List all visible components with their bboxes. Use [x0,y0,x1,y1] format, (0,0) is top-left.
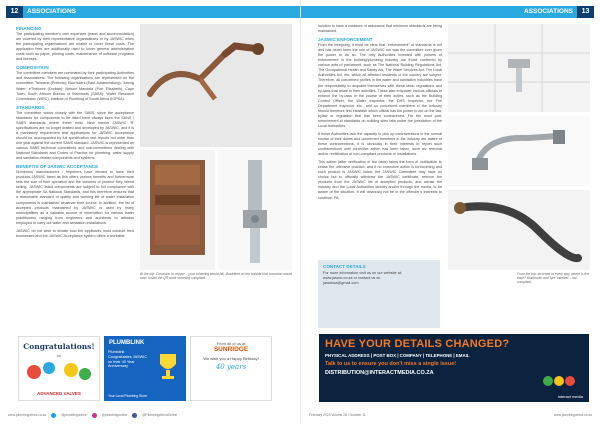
section-heading: FINANCING [16,26,42,31]
ad-advanced-valves[interactable] [18,336,100,401]
contact-box [318,260,440,328]
article-column [318,24,442,256]
banner-line2: Talk to us to ensure you don't miss a single issue! [325,361,457,367]
footer-instagram[interactable]: @plumbingonline [101,413,128,417]
photo-chrome-valve [218,150,292,270]
ad-sunridge[interactable] [190,336,272,401]
banner-brand: interact media [557,394,583,399]
ad-brand: SUNRIDGE [213,346,249,353]
footer-website[interactable]: www.plumbingafrica.co.za [8,413,47,417]
ad-top: From all of us at [216,341,246,346]
page-footer [309,411,592,419]
ad-brand: ADVANCED VALVES [37,391,81,396]
section-heading: STANDARDS [16,104,45,110]
body-paragraph: This action (after verification of the facts) takes the form of notification to cease the offensive practice, and if no corrective action is forthcoming and such product is JASWIC listed, the JASWIC Committee may have no choice but to officially withdraw the JASWIC certificate, remove the products from the JASWIC list of accepted products, and advise the industry and the Local Authorities directly and/or through the media, to be aware of the situation. It will obviously not be in the offender's interests to continue. PA [318,160,442,200]
section-header [6,6,300,18]
contact-line[interactable]: jaswicsa@gmail.com [323,281,359,285]
section-heading: JASWIC ENFORCEMENT [318,37,373,43]
photo-chrome-mixer [448,116,590,186]
ad-sub: on [56,353,62,358]
body-paragraph: If these Authorities lack the capacity to pick up contraventions in the normal course of their duties and concerned members in the industry are aware of these contraventions, it is obviously in their interests to report such contraventions until corrective action has been taken, such as: removal and/or rectification of non-compliant products or installations. [318,131,442,157]
footer-facebook[interactable]: @PlumbingAfricaOnline [142,413,178,417]
footer-website[interactable]: www.plumbingafrica.co.za [553,413,592,417]
right-page [300,0,600,424]
contact-line[interactable]: www.jaswic.co.za or contact us at: [323,276,381,280]
photo-corroded-pipe [140,24,292,147]
contact-heading: CONTACT DETAILS [323,264,366,269]
footer-issue: February 2023 Volume 28 / Number 11 [309,413,366,417]
ad-brand: PLUMBLINK [109,340,145,346]
photo-copper-fitting [140,150,215,270]
ad-years: 40 years [215,363,247,371]
body-paragraph: JASWIC do not wish to dictate how the applicants must conduct their businesses and the JASWIC Acceptance system offers a workable [16,228,134,238]
section-heading: COMPOSITION [16,65,49,71]
page-footer [8,411,292,419]
contact-line: For more information visit us on our website at: [323,271,402,275]
body-paragraph: Numerous manufacturers / importers have elected to have their products JASWIC listed as this offers various benefits and furthermore sets the size of their operation and the volumes of product they intend selling. JASWIC listed components are subject to full compliance with the appropriate SA National Standards, and this therefore ensures that a reasonable standard of quality and working life of water installation components is maintained whatever their source. In addition, the list of accepted products maintained by JASWIC is used by many municipalities as a valuable source of information for various water practitioners ranging from engineers and architects to artisans employed to carry out water and sanitation installations. [16,170,134,225]
twitter-icon[interactable] [51,413,56,418]
body-paragraph: The committee members are nominated by their participating Authorities and Associations. The following organisations are represented on the committee: Tshwane (Pretoria); Ekurhuleni (East Johannesburg); Joburg Water; eThekwini (Durban); Nelson Mandela (Port Elizabeth); Cape Town; South African Bureau of Standards (SABS); Water Research Commission (WRC); Institute of Plumbing of South Africa (IOPSA). [16,71,134,101]
article-column [16,24,134,252]
body-paragraph: The participating member's own expenses (travel and accommodation) are covered by their representative organisations or by JASWIC when the participating organisations are unable to cover these costs. The application fees are additionally used to cover general administration costs such as paper, printing costs, maintenance of software programs and licenses. [16,32,134,62]
photo-bathroom-tap [448,24,590,112]
ad-headline: Congratulations! [23,342,95,351]
section-title: ASSOCIATIONS [27,8,76,15]
section-header [301,6,594,18]
banner-email[interactable]: DISTRIBUTION@INTERACTMEDIA.CO.ZA [325,370,434,376]
ad-plumblink[interactable] [104,336,186,401]
balloon-icon [19,358,100,388]
trophy-icon [155,352,181,382]
body-paragraph: solution to have a measure of assurance that minimum standards are being maintained. [318,24,442,34]
section-heading: BENEFITS OF JASWIC ACCEPTANCE [16,164,99,170]
section-title: ASSOCIATIONS [524,8,573,15]
banner-line1: PHYSICAL ADDRESS | POST BOX | COMPANY | TELEPHONE | EMAIL [325,353,470,358]
body-paragraph: From the foregoing, it must be clear that "enforcement" of standards is not and has never been the role of JASWIC nor was the committee ever given the power to do so. The only Authorities invested with powers of enforcement in the building/plumbing industry are those conferred by various acts of parliament, such as The National Building Regulations Act, The Occupational Health and Safety Act, The Water Services Act, The Local Authorities Act, etc. which all affected residents of the country are subject. Therefore, all concerned parties in the water and sanitation industries have the responsibility to acquaint themselves with these laws, regulations and by-laws that relate to their activities. These also empower various officials to enforce the by-laws in the course of their duties, such as the Building Control Officer, the Water Inspector, the DHS Inspector, the Fire Department Inspector etc., and so concerned members in the industry should therefore first establish which official has the power to act on the law, bylaw or regulation that has been contravened. For the most part, enforcement of standards on building sites falls under the jurisdiction of the Local Authorities. [318,43,442,128]
body-paragraph: The committee works closely with the SABS, since the acceptance standards for components to be listed have always been the SANS / SABS standards where these exist. New interim JASWIC 'R' specifications are no longer drafted and developed by JASWIC, and it is a mandatory requirement that applications for JASWIC Acceptance should be accompanied by full specification test reports not older than one year against the current SANS standard. JASWIC is represented on various SABS technical committees and sub-committees dealing with National Standards and Codes of Practice for plumbing, water supply and sanitation-related components and systems. [16,110,134,161]
page-number: 13 [577,6,594,18]
ad-wish: We wish you a Happy Birthday! [203,356,259,361]
facebook-icon[interactable] [132,413,137,418]
page-number: 12 [6,6,23,18]
photo-caption: From the top: Incorrect in every way, where is the base? Aluminium and 'lyre' labelled – not compliant. [517,272,589,285]
banner-headline: HAVE YOUR DETAILS CHANGED? [325,338,510,350]
footer-twitter[interactable]: @plumbingonline [61,413,87,417]
photo-caption: At the top: Corrosion in copper – your soldering would fail. Illustrated on the outside that corrosion would start. Install the QR mark meaning compliant. [140,272,292,281]
ad-details-changed[interactable] [319,334,589,402]
ad-headline: Plumblink Congratulates JASWIC on their 40 Year Anniversary [108,350,148,369]
instagram-icon[interactable] [92,413,97,418]
photo-corroded-hose [448,190,590,270]
ad-footer: Your Local Plumbing Store [108,394,147,398]
